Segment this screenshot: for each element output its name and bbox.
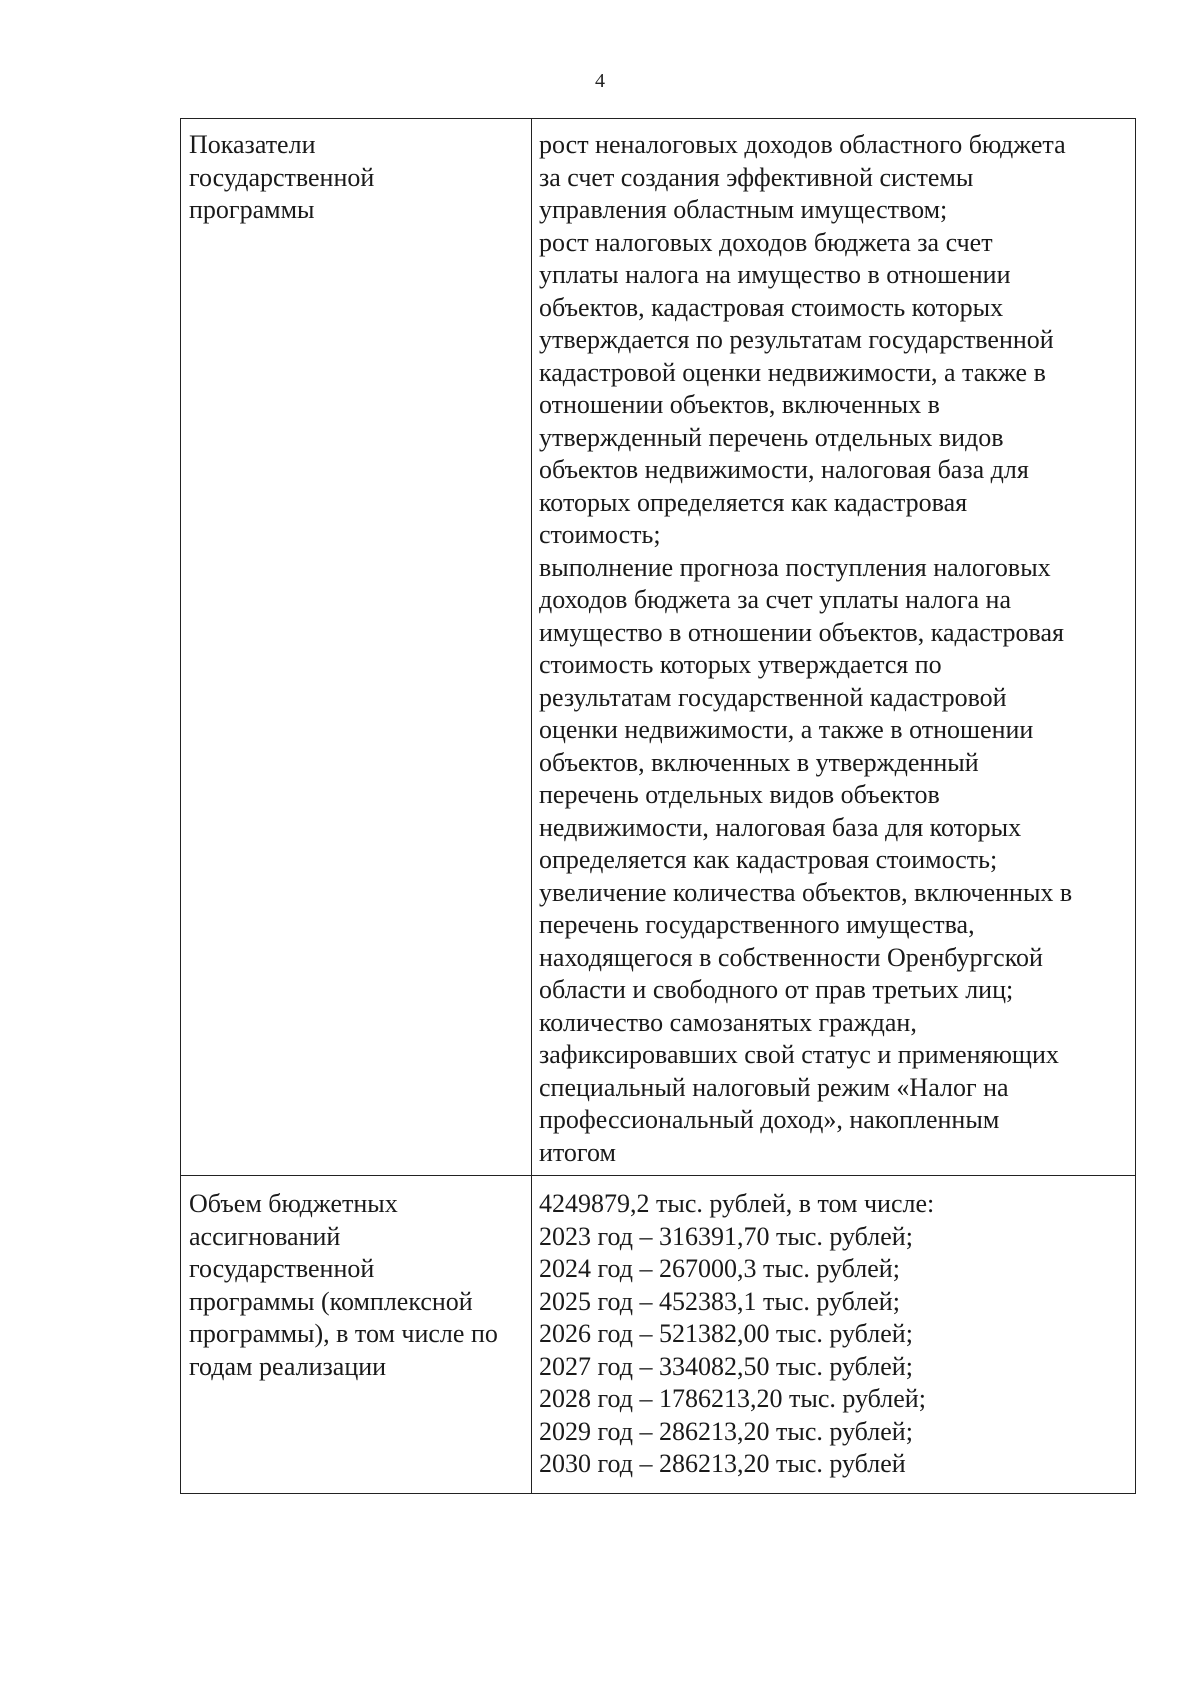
text-line: объектов, кадастровая стоимость которых <box>539 292 1004 322</box>
text-line: 2026 год – 521382,00 тыс. рублей; <box>539 1319 913 1348</box>
text-line: уплаты налога на имущество в отношении <box>539 260 1011 289</box>
text-line: за счет создания эффективной системы <box>539 162 974 192</box>
text-line: 2024 год – 267000,3 тыс. рублей; <box>539 1254 900 1283</box>
text-line: годам реализации <box>189 1351 387 1381</box>
text-line: результатам государственной кадастровой <box>539 682 1007 712</box>
text-line: профессиональный доход», накопленным <box>539 1105 1000 1134</box>
text-line: программы (комплексной <box>189 1286 473 1316</box>
text-line: итогом <box>539 1137 616 1167</box>
row-value-cell <box>532 1176 1136 1494</box>
text-line: стоимость; <box>539 520 661 549</box>
text-line: 2023 год – 316391,70 тыс. рублей; <box>539 1221 913 1251</box>
text-line: утверждается по результатам государственной <box>539 325 1054 354</box>
text-line: 4249879,2 тыс. рублей, в том числе: <box>539 1189 935 1218</box>
text-line: 2027 год – 334082,50 тыс. рублей; <box>539 1351 913 1381</box>
text-line: выполнение прогноза поступления налоговых <box>539 552 1051 582</box>
text-line: Показатели <box>189 130 316 159</box>
text-line: стоимость которых утверждается по <box>539 650 942 679</box>
row-label-cell <box>181 119 532 1176</box>
text-line: отношении объектов, включенных в <box>539 390 940 419</box>
text-line: доходов бюджета за счет уплаты налога на <box>539 585 1011 614</box>
text-line: оценки недвижимости, а также в отношении <box>539 715 1034 744</box>
text-line: зафиксировавших свой статус и применяющих <box>539 1040 1059 1069</box>
text-line: ассигнований <box>189 1221 341 1251</box>
text-line: государственной <box>189 162 375 192</box>
text-line: программы), в том числе по <box>189 1319 498 1348</box>
text-line: перечень государственного имущества, <box>539 910 975 939</box>
text-line: рост налоговых доходов бюджета за счет <box>539 227 993 257</box>
text-line: 2028 год – 1786213,20 тыс. рублей; <box>539 1384 926 1413</box>
text-line: государственной <box>189 1254 375 1283</box>
text-line: программы <box>189 195 315 224</box>
table-row-indicators <box>181 119 1136 1176</box>
text-line: 2030 год – 286213,20 тыс. рублей <box>539 1449 906 1478</box>
text-line: Объем бюджетных <box>189 1189 398 1218</box>
text-line: специальный налоговый режим «Налог на <box>539 1072 1009 1102</box>
text-line: 2025 год – 452383,1 тыс. рублей; <box>539 1286 900 1316</box>
text-line: утвержденный перечень отдельных видов <box>539 422 1004 452</box>
page-number: 4 <box>595 70 605 92</box>
text-line: определяется как кадастровая стоимость; <box>539 845 998 874</box>
text-line: увеличение количества объектов, включенных в <box>539 877 1073 907</box>
text-line: имущество в отношении объектов, кадастровая <box>539 617 1064 647</box>
text-line: рост неналоговых доходов областного бюджета <box>539 130 1066 159</box>
text-line: находящегося в собственности Оренбургской <box>539 942 1043 972</box>
text-line: которых определяется как кадастровая <box>539 487 968 517</box>
text-line: количество самозанятых граждан, <box>539 1007 917 1037</box>
text-line: 2029 год – 286213,20 тыс. рублей; <box>539 1416 913 1446</box>
table-row-budget <box>181 1176 1136 1494</box>
text-line: объектов, включенных в утвержденный <box>539 747 979 777</box>
text-line: перечень отдельных видов объектов <box>539 780 940 809</box>
text-line: кадастровой оценки недвижимости, а также в <box>539 357 1046 387</box>
passport-table <box>180 118 1136 1494</box>
row-label-cell <box>181 1176 532 1494</box>
row-value-cell <box>532 119 1136 1176</box>
text-line: объектов недвижимости, налоговая база для <box>539 455 1029 484</box>
text-line: недвижимости, налоговая база для которых <box>539 812 1022 842</box>
text-line: управления областным имуществом; <box>539 195 948 224</box>
text-line: области и свободного от прав третьих лиц; <box>539 975 1014 1004</box>
